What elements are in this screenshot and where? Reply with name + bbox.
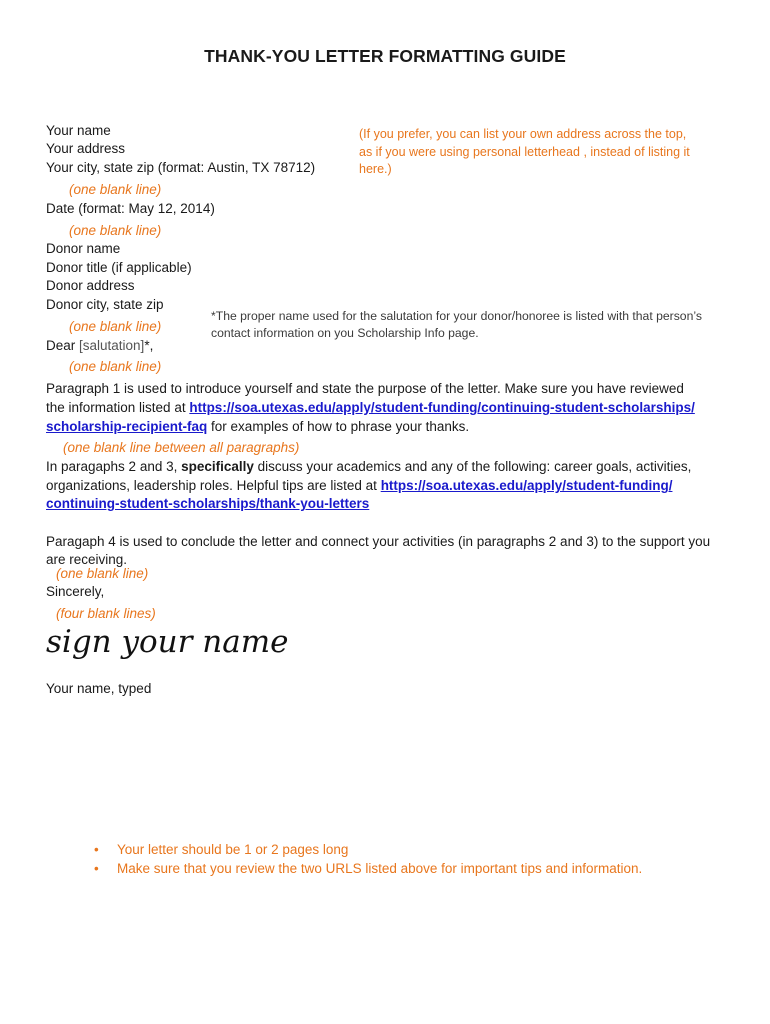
donor-address-line: Donor address <box>46 278 135 293</box>
sender-city-line: Your city, state zip (format: Austin, TX 78712) <box>46 160 316 175</box>
donor-city-line: Donor city, state zip <box>46 297 164 312</box>
salutation-suffix: *, <box>144 338 154 353</box>
paragraph-1-line-3 <box>46 418 469 436</box>
date-line: Date (format: May 12, 2014) <box>46 201 215 216</box>
letterhead-note-line-1: (If you prefer, you can list your own address across the top, <box>359 127 687 141</box>
bullet-icon: • <box>94 861 99 876</box>
blank-line-instruction: (one blank line) <box>69 223 162 238</box>
paragraph-2-emphasis: specifically <box>181 459 254 474</box>
tip-text: Make sure that you review the two URLS listed above for important tips and information. <box>117 861 643 876</box>
four-blank-lines-instruction: (four blank lines) <box>56 606 156 621</box>
paragraph-2-line-1 <box>46 458 691 476</box>
list-item <box>92 840 642 859</box>
donor-name-line: Donor name <box>46 241 121 256</box>
blank-line-instruction: (one blank line) <box>69 182 162 197</box>
paragraph-1-text: for examples of how to phrase your thanks. <box>207 419 470 434</box>
tips-list <box>92 840 642 878</box>
paragraph-1-line-2 <box>46 399 695 417</box>
tip-text: Your letter should be 1 or 2 pages long <box>117 842 349 857</box>
letterhead-note-line-3: here.) <box>359 162 392 176</box>
sender-name-line: Your name <box>46 123 111 138</box>
salutation-note-line-1: *The proper name used for the salutation for your donor/honoree is listed with that person’s <box>211 309 702 323</box>
paragraph-1-text: the information listed at <box>46 400 190 415</box>
salutation-prefix: Dear <box>46 338 80 353</box>
thank-you-letters-link-continued[interactable]: continuing-student-scholarships/thank-you-letters <box>46 496 370 511</box>
paragraph-4-line-2: are receiving. <box>46 552 128 567</box>
typed-name-line: Your name, typed <box>46 681 152 696</box>
paragraph-2-line-2 <box>46 477 672 495</box>
donor-title-line: Donor title (if applicable) <box>46 260 192 275</box>
blank-line-instruction: (one blank line) <box>69 319 162 334</box>
signature-placeholder: sign your name <box>46 624 289 660</box>
paragraph-4-line-1: Paragaph 4 is used to conclude the letter and connect your activities (in paragraphs 2 and 3) to the support you <box>46 534 711 549</box>
blank-line-instruction: (one blank line) <box>56 566 149 581</box>
blank-between-paragraphs-instruction: (one blank line between all paragraphs) <box>63 440 300 455</box>
paragraph-2-text: In paragaphs 2 and 3, <box>46 459 182 474</box>
bullet-icon: • <box>94 842 99 857</box>
paragraph-2-text: organizations, leadership roles. Helpful tips are listed at <box>46 478 381 493</box>
salutation-note-line-2: contact information on you Scholarship Info page. <box>211 326 479 340</box>
page-title: THANK-YOU LETTER FORMATTING GUIDE <box>204 46 566 66</box>
faq-link[interactable]: https://soa.utexas.edu/apply/student-funding/continuing-student-scholarships/ <box>189 400 695 415</box>
paragraph-2-text: discuss your academics and any of the following: career goals, activities, <box>253 459 692 474</box>
salutation-placeholder: [salutation] <box>79 338 145 353</box>
letterhead-note-line-2: as if you were using personal letterhead , instead of listing it <box>359 145 690 159</box>
sender-address-line: Your address <box>46 141 126 156</box>
salutation-line <box>46 337 153 355</box>
blank-line-instruction: (one blank line) <box>69 359 162 374</box>
faq-link-continued[interactable]: scholarship-recipient-faq <box>46 419 208 434</box>
paragraph-2-line-3 <box>46 495 369 513</box>
thank-you-letters-link[interactable]: https://soa.utexas.edu/apply/student-funding/ <box>380 478 673 493</box>
paragraph-1-line-1: Paragraph 1 is used to introduce yourself and state the purpose of the letter. Make sure you have reviewed <box>46 381 684 396</box>
list-item <box>92 859 642 878</box>
closing-line: Sincerely, <box>46 584 105 599</box>
